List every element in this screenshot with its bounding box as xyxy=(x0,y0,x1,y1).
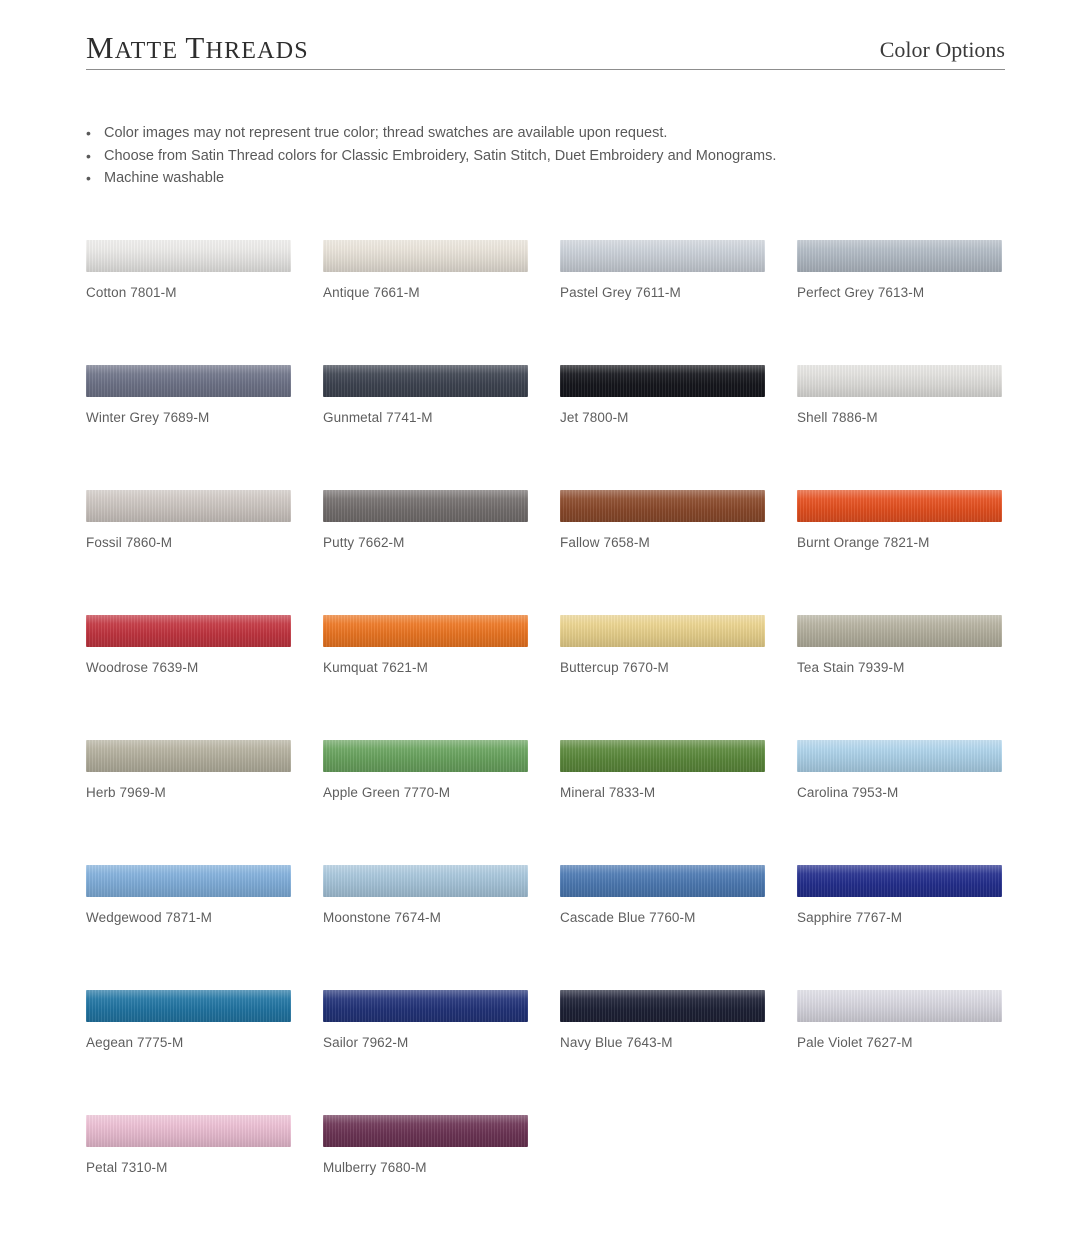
thread-texture-overlay xyxy=(323,240,528,272)
thread-texture-overlay xyxy=(323,615,528,647)
color-swatch-item[interactable] xyxy=(560,990,797,1115)
page-title xyxy=(86,32,309,63)
page-subtitle: Color Options xyxy=(879,37,1005,62)
color-swatch-label: Antique 7661-M xyxy=(323,285,420,300)
color-swatch[interactable] xyxy=(797,615,1002,647)
color-swatch[interactable] xyxy=(560,865,765,897)
color-swatch-item[interactable] xyxy=(323,365,560,490)
thread-texture-overlay xyxy=(797,490,1002,522)
color-swatch-label: Jet 7800-M xyxy=(560,410,629,425)
thread-texture-overlay xyxy=(323,990,528,1022)
color-swatch[interactable] xyxy=(323,365,528,397)
thread-texture-overlay xyxy=(86,740,291,772)
color-swatch-item[interactable] xyxy=(86,740,323,865)
thread-texture-overlay xyxy=(797,615,1002,647)
thread-texture-overlay xyxy=(86,490,291,522)
bullet-icon: • xyxy=(86,170,91,186)
color-swatch[interactable] xyxy=(86,240,291,272)
swatch-row xyxy=(86,490,1020,615)
color-swatch[interactable] xyxy=(86,615,291,647)
thread-texture-overlay xyxy=(86,240,291,272)
color-swatch[interactable] xyxy=(560,240,765,272)
thread-texture-overlay xyxy=(560,865,765,897)
color-swatch-label: Fallow 7658-M xyxy=(560,535,650,550)
color-swatch[interactable] xyxy=(323,1115,528,1147)
swatch-row xyxy=(86,615,1020,740)
color-swatch-label: Buttercup 7670-M xyxy=(560,660,669,675)
color-swatch[interactable] xyxy=(323,240,528,272)
thread-texture-overlay xyxy=(797,740,1002,772)
color-swatch-label: Woodrose 7639-M xyxy=(86,660,199,675)
color-swatch[interactable] xyxy=(797,240,1002,272)
color-swatch[interactable] xyxy=(86,990,291,1022)
color-swatch-label: Putty 7662-M xyxy=(323,535,405,550)
thread-texture-overlay xyxy=(560,240,765,272)
thread-texture-overlay xyxy=(560,990,765,1022)
color-swatch-item[interactable] xyxy=(323,740,560,865)
color-swatch-item[interactable] xyxy=(560,740,797,865)
color-swatch-item[interactable] xyxy=(323,615,560,740)
color-swatch[interactable] xyxy=(323,865,528,897)
color-swatch[interactable] xyxy=(323,490,528,522)
color-swatch-label: Sapphire 7767-M xyxy=(797,910,903,925)
swatch-row xyxy=(86,240,1020,365)
color-swatch[interactable] xyxy=(797,865,1002,897)
thread-texture-overlay xyxy=(323,740,528,772)
color-swatch-item[interactable] xyxy=(86,865,323,990)
color-swatch-label: Wedgewood 7871-M xyxy=(86,910,212,925)
color-swatch-item[interactable] xyxy=(797,490,1034,615)
color-swatch-label: Cascade Blue 7760-M xyxy=(560,910,696,925)
color-swatch-label: Burnt Orange 7821-M xyxy=(797,535,930,550)
thread-texture-overlay xyxy=(560,365,765,397)
color-swatch-item[interactable] xyxy=(86,365,323,490)
swatch-row xyxy=(86,990,1020,1115)
thread-texture-overlay xyxy=(86,990,291,1022)
swatch-row xyxy=(86,365,1020,490)
color-swatch-item[interactable] xyxy=(560,365,797,490)
thread-texture-overlay xyxy=(86,615,291,647)
thread-texture-overlay xyxy=(323,365,528,397)
color-swatch-label: Pale Violet 7627-M xyxy=(797,1035,913,1050)
color-swatch-label: Navy Blue 7643-M xyxy=(560,1035,673,1050)
color-swatch-item[interactable] xyxy=(86,1115,323,1240)
color-swatch-label: Apple Green 7770-M xyxy=(323,785,451,800)
color-swatch-item[interactable] xyxy=(797,990,1034,1115)
page-title-part-4: HREADS xyxy=(205,38,309,64)
swatch-row xyxy=(86,1115,1020,1240)
page-title-part-2: ATTE xyxy=(114,38,186,64)
color-swatch[interactable] xyxy=(797,990,1002,1022)
color-swatch-item[interactable] xyxy=(560,865,797,990)
notes-list xyxy=(86,122,986,190)
color-swatch-label: Winter Grey 7689-M xyxy=(86,410,210,425)
color-swatch-item[interactable] xyxy=(797,740,1034,865)
color-swatch-item[interactable] xyxy=(86,615,323,740)
page-header xyxy=(86,32,1005,70)
thread-texture-overlay xyxy=(797,365,1002,397)
thread-texture-overlay xyxy=(323,1115,528,1147)
thread-texture-overlay xyxy=(797,865,1002,897)
thread-texture-overlay xyxy=(86,365,291,397)
thread-texture-overlay xyxy=(560,615,765,647)
color-swatch-item[interactable] xyxy=(797,365,1034,490)
list-item xyxy=(86,145,986,168)
color-swatch-item[interactable] xyxy=(560,615,797,740)
bullet-icon: • xyxy=(86,125,91,141)
color-swatch-label: Kumquat 7621-M xyxy=(323,660,428,675)
color-swatch-label: Fossil 7860-M xyxy=(86,535,173,550)
color-swatch-item[interactable] xyxy=(560,240,797,365)
color-swatch[interactable] xyxy=(323,990,528,1022)
list-item-text: Color images may not represent true color; thread swatches are available upon request. xyxy=(104,125,668,141)
color-swatch[interactable] xyxy=(86,740,291,772)
page-title-part-1: M xyxy=(86,30,115,65)
color-swatch[interactable] xyxy=(797,740,1002,772)
color-swatch-label: Shell 7886-M xyxy=(797,410,878,425)
color-swatch[interactable] xyxy=(323,615,528,647)
color-swatch[interactable] xyxy=(797,365,1002,397)
list-item xyxy=(86,167,986,190)
color-swatch-item[interactable] xyxy=(323,1115,560,1240)
color-swatch-label: Aegean 7775-M xyxy=(86,1035,184,1050)
color-swatch-label: Tea Stain 7939-M xyxy=(797,660,905,675)
color-swatch-item[interactable] xyxy=(323,240,560,365)
color-swatch-item[interactable] xyxy=(323,490,560,615)
color-swatch[interactable] xyxy=(323,740,528,772)
color-swatch-label: Sailor 7962-M xyxy=(323,1035,409,1050)
list-item xyxy=(86,122,986,145)
list-item-text: Machine washable xyxy=(104,170,225,186)
color-swatch-item xyxy=(560,1115,797,1240)
color-swatch-grid xyxy=(86,240,1020,1240)
color-swatch[interactable] xyxy=(560,615,765,647)
color-swatch-item[interactable] xyxy=(797,240,1034,365)
color-swatch-item xyxy=(797,1115,1034,1240)
swatch-row xyxy=(86,865,1020,990)
color-swatch-item[interactable] xyxy=(86,990,323,1115)
color-swatch-label: Pastel Grey 7611-M xyxy=(560,285,681,300)
thread-texture-overlay xyxy=(797,990,1002,1022)
bullet-icon: • xyxy=(86,147,91,164)
color-swatch[interactable] xyxy=(86,365,291,397)
color-swatch[interactable] xyxy=(86,1115,291,1147)
thread-texture-overlay xyxy=(323,865,528,897)
color-swatch-label: Gunmetal 7741-M xyxy=(323,410,433,425)
color-swatch-item[interactable] xyxy=(560,490,797,615)
color-swatch-label: Carolina 7953-M xyxy=(797,785,899,800)
color-swatch[interactable] xyxy=(560,740,765,772)
color-swatch-label: Mulberry 7680-M xyxy=(323,1160,427,1175)
color-swatch-item[interactable] xyxy=(86,490,323,615)
thread-texture-overlay xyxy=(86,1115,291,1147)
thread-texture-overlay xyxy=(86,865,291,897)
color-swatch[interactable] xyxy=(86,865,291,897)
color-swatch-item[interactable] xyxy=(86,240,323,365)
color-swatch[interactable] xyxy=(560,490,765,522)
color-swatch[interactable] xyxy=(560,990,765,1022)
color-swatch-item[interactable] xyxy=(797,865,1034,990)
color-swatch-label: Herb 7969-M xyxy=(86,785,166,800)
page-title-part-3: T xyxy=(185,30,206,65)
color-swatch-item[interactable] xyxy=(797,615,1034,740)
color-swatch[interactable] xyxy=(560,365,765,397)
color-swatch-label: Perfect Grey 7613-M xyxy=(797,285,925,300)
swatch-row xyxy=(86,740,1020,865)
color-swatch[interactable] xyxy=(797,490,1002,522)
list-item-text: Choose from Satin Thread colors for Classic Embroidery, Satin Stitch, Duet Embroidery and Monograms. xyxy=(104,147,777,164)
thread-texture-overlay xyxy=(323,490,528,522)
color-swatch-item[interactable] xyxy=(323,990,560,1115)
color-swatch-label: Cotton 7801-M xyxy=(86,285,177,300)
thread-texture-overlay xyxy=(797,240,1002,272)
color-swatch[interactable] xyxy=(86,490,291,522)
color-swatch-label: Moonstone 7674-M xyxy=(323,910,441,925)
thread-texture-overlay xyxy=(560,740,765,772)
color-swatch-item[interactable] xyxy=(323,865,560,990)
thread-texture-overlay xyxy=(560,490,765,522)
color-swatch-label: Petal 7310-M xyxy=(86,1160,168,1175)
color-swatch-label: Mineral 7833-M xyxy=(560,785,656,800)
